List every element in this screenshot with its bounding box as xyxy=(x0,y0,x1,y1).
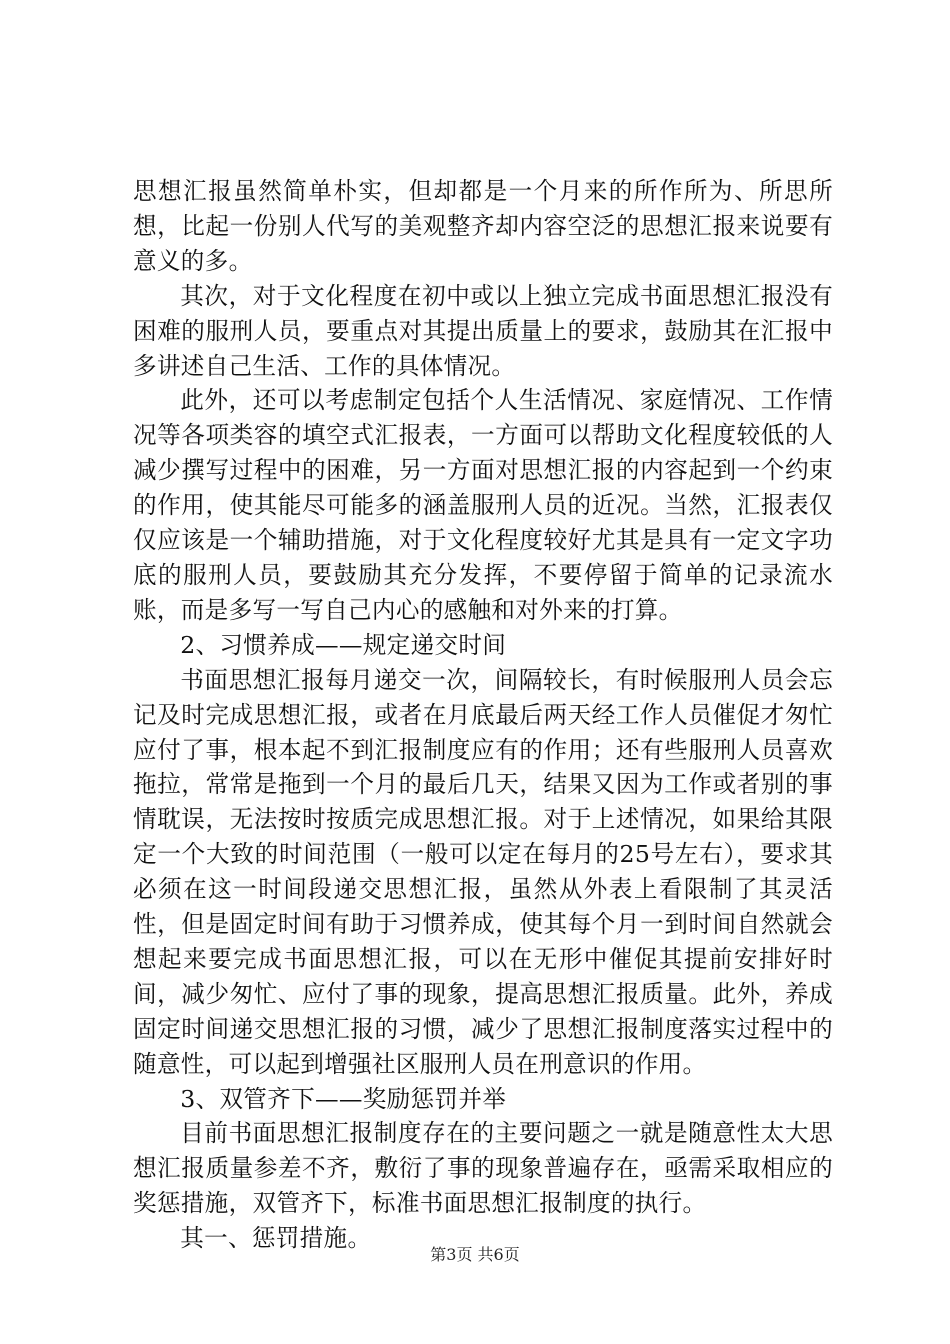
page-number: 第3页 xyxy=(430,1245,473,1264)
paragraph-current-problems: 目前书面思想汇报制度存在的主要问题之一就是随意性太大思想汇报质量参差不齐，敷衍了事的现象普遍存在，亟需采取相应的奖惩措施，双管齐下，标准书面思想汇报制度的执行。 xyxy=(133,1119,833,1218)
paragraph-secondly: 其次，对于文化程度在初中或以上独立完成书面思想汇报没有困难的服刑人员，要重点对其提出质量上的要求，鼓励其在汇报中多讲述自己生活、工作的具体情况。 xyxy=(133,281,833,380)
section-heading-habit: 2、习惯养成——规定递交时间 xyxy=(180,630,507,659)
paragraph-furthermore: 此外，还可以考虑制定包括个人生活情况、家庭情况、工作情况等各项类容的填空式汇报表，一方面可以帮助文化程度较低的人减少撰写过程中的困难，另一方面对思想汇报的内容起到一个约束的作用，使其能尽可能多的涵盖服刑人员的近况。当然，汇报表仅仅应该是一个辅助措施，对于文化程度较好尤其是具有一定文字功底的服刑人员，要鼓励其充分发挥，不要停留于简单的记录流水账，而是多写一写自己内心的感触和对外来的打算。 xyxy=(133,386,833,624)
document-body xyxy=(133,174,833,1256)
page-total: 共6页 xyxy=(477,1245,520,1264)
paragraph-continuation: 思想汇报虽然简单朴实，但却都是一个月来的所作所为、所思所想，比起一份别人代写的美观整齐却内容空泛的思想汇报来说要有意义的多。 xyxy=(133,177,833,275)
paragraph-monthly-submission: 书面思想汇报每月递交一次，间隔较长，有时候服刑人员会忘记及时完成思想汇报，或者在月底最后两天经工作人员催促才匆忙应付了事，根本起不到汇报制度应有的作用；还有些服刑人员喜欢拖拉，常常是拖到一个月的最后几天，结果又因为工作或者别的事情耽误，无法按时按质完成思想汇报。对于上述情况，如果给其限定一个大致的时间范围（一般可以定在每月的25号左右），要求其必须在这一时间段递交思想汇报，虽然从外表上看限制了其灵活性，但是固定时间有助于习惯养成，使其每个月一到时间自然就会想起来要完成书面思想汇报，可以在无形中催促其提前安排好时间，减少匆忙、应付了事的现象，提高思想汇报质量。此外，养成固定时间递交思想汇报的习惯，减少了思想汇报制度落实过程中的随意性，可以起到增强社区服刑人员在刑意识的作用。 xyxy=(133,665,833,1078)
page-footer xyxy=(0,1242,950,1265)
section-heading-reward-punishment: 3、双管齐下——奖励惩罚并举 xyxy=(180,1084,507,1113)
paragraph-punishment: 其一、惩罚措施。 xyxy=(180,1224,372,1253)
